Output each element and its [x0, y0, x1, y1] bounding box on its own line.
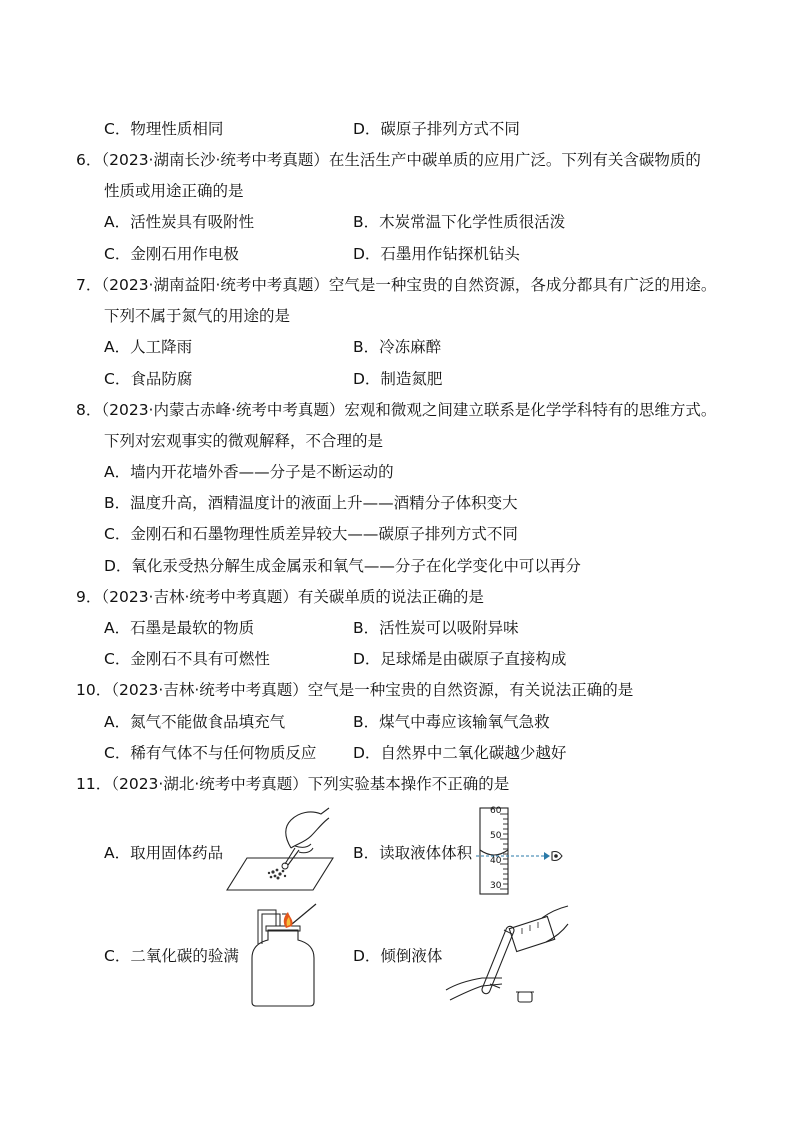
q8-stem-line1: 8．（2023·内蒙古赤峰·统考中考真题）宏观和微观之间建立联系是化学学科特有的思维方式。 — [76, 401, 717, 419]
q11-stem-line1: 11．（2023·湖北·统考中考真题）下列实验基本操作不正确的是 — [76, 775, 510, 793]
q11-option-c: C．二氧化碳的验满 — [104, 947, 239, 965]
graduated-cylinder-figure — [468, 806, 568, 898]
q7-option-a: A．人工降雨 — [104, 338, 193, 356]
q10-option-a: A．氮气不能做食品填充气 — [104, 713, 286, 731]
q6-stem-line1: 6．（2023·湖南长沙·统考中考真题）在生活生产中碳单质的应用广泛。下列有关含碳物质的 — [76, 151, 701, 169]
q8-option-b: B．温度升高，酒精温度计的液面上升——酒精分子体积变大 — [104, 494, 518, 512]
q9-option-a: A．石墨是最软的物质 — [104, 619, 255, 637]
cylinder-tick-60: 60 — [490, 806, 502, 816]
q9-option-b: B．活性炭可以吸附异味 — [353, 619, 519, 637]
q9-stem-line1: 9．（2023·吉林·统考中考真题）有关碳单质的说法正确的是 — [76, 588, 484, 606]
cylinder-tick-40: 40 — [490, 856, 502, 866]
q11-option-a: A．取用固体药品 — [104, 844, 224, 862]
co2-full-check-figure — [246, 904, 326, 1008]
q10-option-b: B．煤气中毒应该输氧气急救 — [353, 713, 550, 731]
q6-stem-line2: 性质或用途正确的是 — [104, 182, 244, 200]
q7-stem-line1: 7．（2023·湖南益阳·统考中考真题）空气是一种宝贵的自然资源，各成分都具有广泛的用途。 — [76, 276, 717, 294]
q6-option-c: C．金刚石用作电极 — [104, 245, 239, 263]
q6-option-d: D．石墨用作钻探机钻头 — [353, 245, 520, 263]
q7-stem-line2: 下列不属于氮气的用途的是 — [104, 307, 291, 325]
cylinder-tick-50: 50 — [490, 831, 502, 841]
pouring-liquid-figure — [442, 904, 572, 1008]
q6-option-b: B．木炭常温下化学性质很活泼 — [353, 213, 566, 231]
q10-option-d: D．自然界中二氧化碳越少越好 — [353, 744, 567, 762]
q6-option-a: A．活性炭具有吸附性 — [104, 213, 255, 231]
q8-option-c: C．金刚石和石墨物理性质差异较大——碳原子排列方式不同 — [104, 525, 518, 543]
q10-stem-line1: 10．（2023·吉林·统考中考真题）空气是一种宝贵的自然资源，有关说法正确的是 — [76, 681, 634, 699]
solid-reagent-figure — [225, 808, 337, 894]
q5-option-c: C．物理性质相同 — [104, 120, 224, 138]
q11-option-d: D．倾倒液体 — [353, 947, 443, 965]
q8-stem-line2: 下列对宏观事实的微观解释，不合理的是 — [104, 432, 384, 450]
q5-option-d: D．碳原子排列方式不同 — [353, 120, 520, 138]
q8-option-d: D．氧化汞受热分解生成金属汞和氧气——分子在化学变化中可以再分 — [104, 557, 581, 575]
q8-option-a: A．墙内开花墙外香——分子是不断运动的 — [104, 463, 394, 481]
cylinder-tick-30: 30 — [490, 881, 502, 891]
q10-option-c: C．稀有气体不与任何物质反应 — [104, 744, 317, 762]
q7-option-b: B．冷冻麻醉 — [353, 338, 442, 356]
q7-option-c: C．食品防腐 — [104, 370, 193, 388]
q11-option-b: B．读取液体体积 — [353, 844, 473, 862]
q9-option-d: D．足球烯是由碳原子直接构成 — [353, 650, 567, 668]
q9-option-c: C．金刚石不具有可燃性 — [104, 650, 270, 668]
q7-option-d: D．制造氮肥 — [353, 370, 443, 388]
